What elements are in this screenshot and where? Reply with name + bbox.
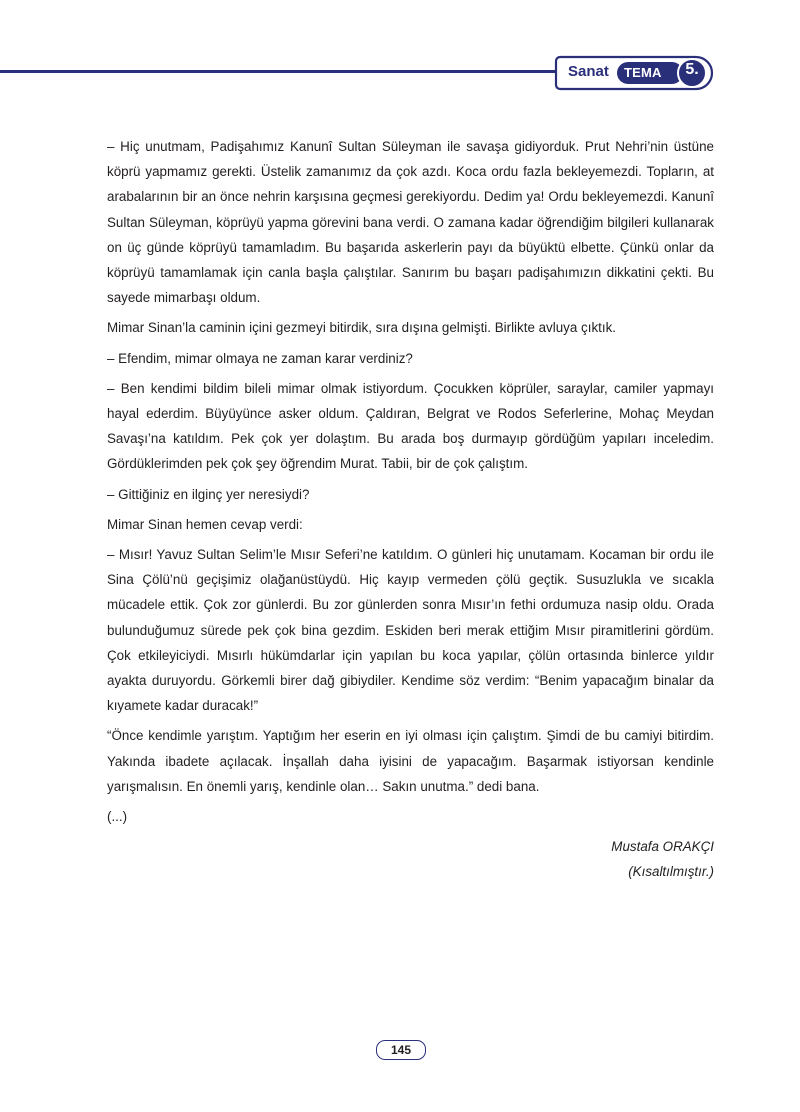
theme-label: TEMA xyxy=(624,65,662,80)
paragraph: – Mısır! Yavuz Sultan Selim’le Mısır Seferi’ne katıldım. O günleri hiç unutamam. Kocaman bir ordu ile Sina Çölü’nü geçişimiz olağanüstüydü. Hiç kayıp vermeden çölü geçtik. Susuzlukla ve sıcakla mücadele ettik. Çok zor günlerdi. Bu zor günlerden sonra Mısır’ın fethi ordumuza nasip oldu. Orada bulunduğumuz sürede pek çok bina gezdim. Eskiden beri merak ettiğim Mısır piramitlerini gördüm. Çok etkileyiciydi. Mısırlı hükümdarlar için yapılan bu koca yapılar, çölün ortasında binlerce yıldır ayakta duruyordu. Görkemli birer dağ gibiydiler. Kendime söz verdim: “Benim yapacağım binalar da kıyamete kadar duracak!” xyxy=(107,547,714,714)
abridged-note: (Kısaltılmıştır.) xyxy=(628,864,714,880)
paragraph: Mimar Sinan hemen cevap verdi: xyxy=(107,516,303,532)
section-label: Sanat xyxy=(568,63,609,80)
theme-tab xyxy=(554,55,714,91)
paragraph: – Efendim, mimar olmaya ne zaman karar verdiniz? xyxy=(107,350,413,366)
story-text xyxy=(107,134,714,885)
paragraph: – Hiç unutmam, Padişahımız Kanunî Sultan Süleyman ile savaşa gidiyorduk. Prut Nehri’nin üstüne köprü yapmamız gerekti. Üstelik zamanımız da çok azdı. Koca ordu fazla bekleyemezdi. Topların, at arabalarının bir an önce nehrin karşısına geçmesi gerekiyordu. Dedim ya! Ordu bekleyemezdi. Kanunî Sultan Süleyman, köprüyü yapma görevini bana verdi. O zamana kadar öğrendiğim bilgileri kullanarak on üç günde köprüyü tamamladım. Bu başarıda askerlerin payı da büyüktü elbette. Çünkü onlar da köprüyü tamamlamak için canla başla çalıştılar. Sanırım bu başarı padişahımızın dikkatini çekti. Bu sayede mimarbaşı oldum. xyxy=(107,139,714,306)
theme-number: 5. xyxy=(685,61,699,78)
paragraph: “Önce kendimle yarıştım. Yaptığım her eserin en iyi olması için çalıştım. Şimdi de bu camiyi bitirdim. Yakında ibadete açılacak. İnşallah daha iyisini de yapacağım. Başarmak istiyorsan kendinle yarışmalısın. En önemli yarış, kendinle olan… Sakın unutma.” dedi bana. xyxy=(107,728,714,794)
paragraph: – Ben kendimi bildim bileli mimar olmak istiyordum. Çocukken köprüler, saraylar, camiler yapmayı hayal ederdim. Büyüyünce asker oldum. Çaldıran, Belgrat ve Rodos Seferlerine, Mohaç Meydan Savaşı’na katıldım. Pek çok yer dolaştım. Bu arada boş durmayıp gördüğüm yapıları inceledim. Gördüklerimden pek çok şey öğrendim Murat. Tabii, bir de çok çalıştım. xyxy=(107,380,714,472)
header-rule xyxy=(0,70,560,73)
paragraph: Mimar Sinan’la caminin içini gezmeyi bitirdik, sıra dışına gelmişti. Birlikte avluya çıktık. xyxy=(107,320,617,336)
paragraph: – Gittiğiniz en ilginç yer neresiydi? xyxy=(107,486,310,502)
page-number: 145 xyxy=(376,1040,426,1060)
author-name: Mustafa ORAKÇI xyxy=(611,839,714,855)
paragraph-ellipsis: (...) xyxy=(107,809,128,825)
